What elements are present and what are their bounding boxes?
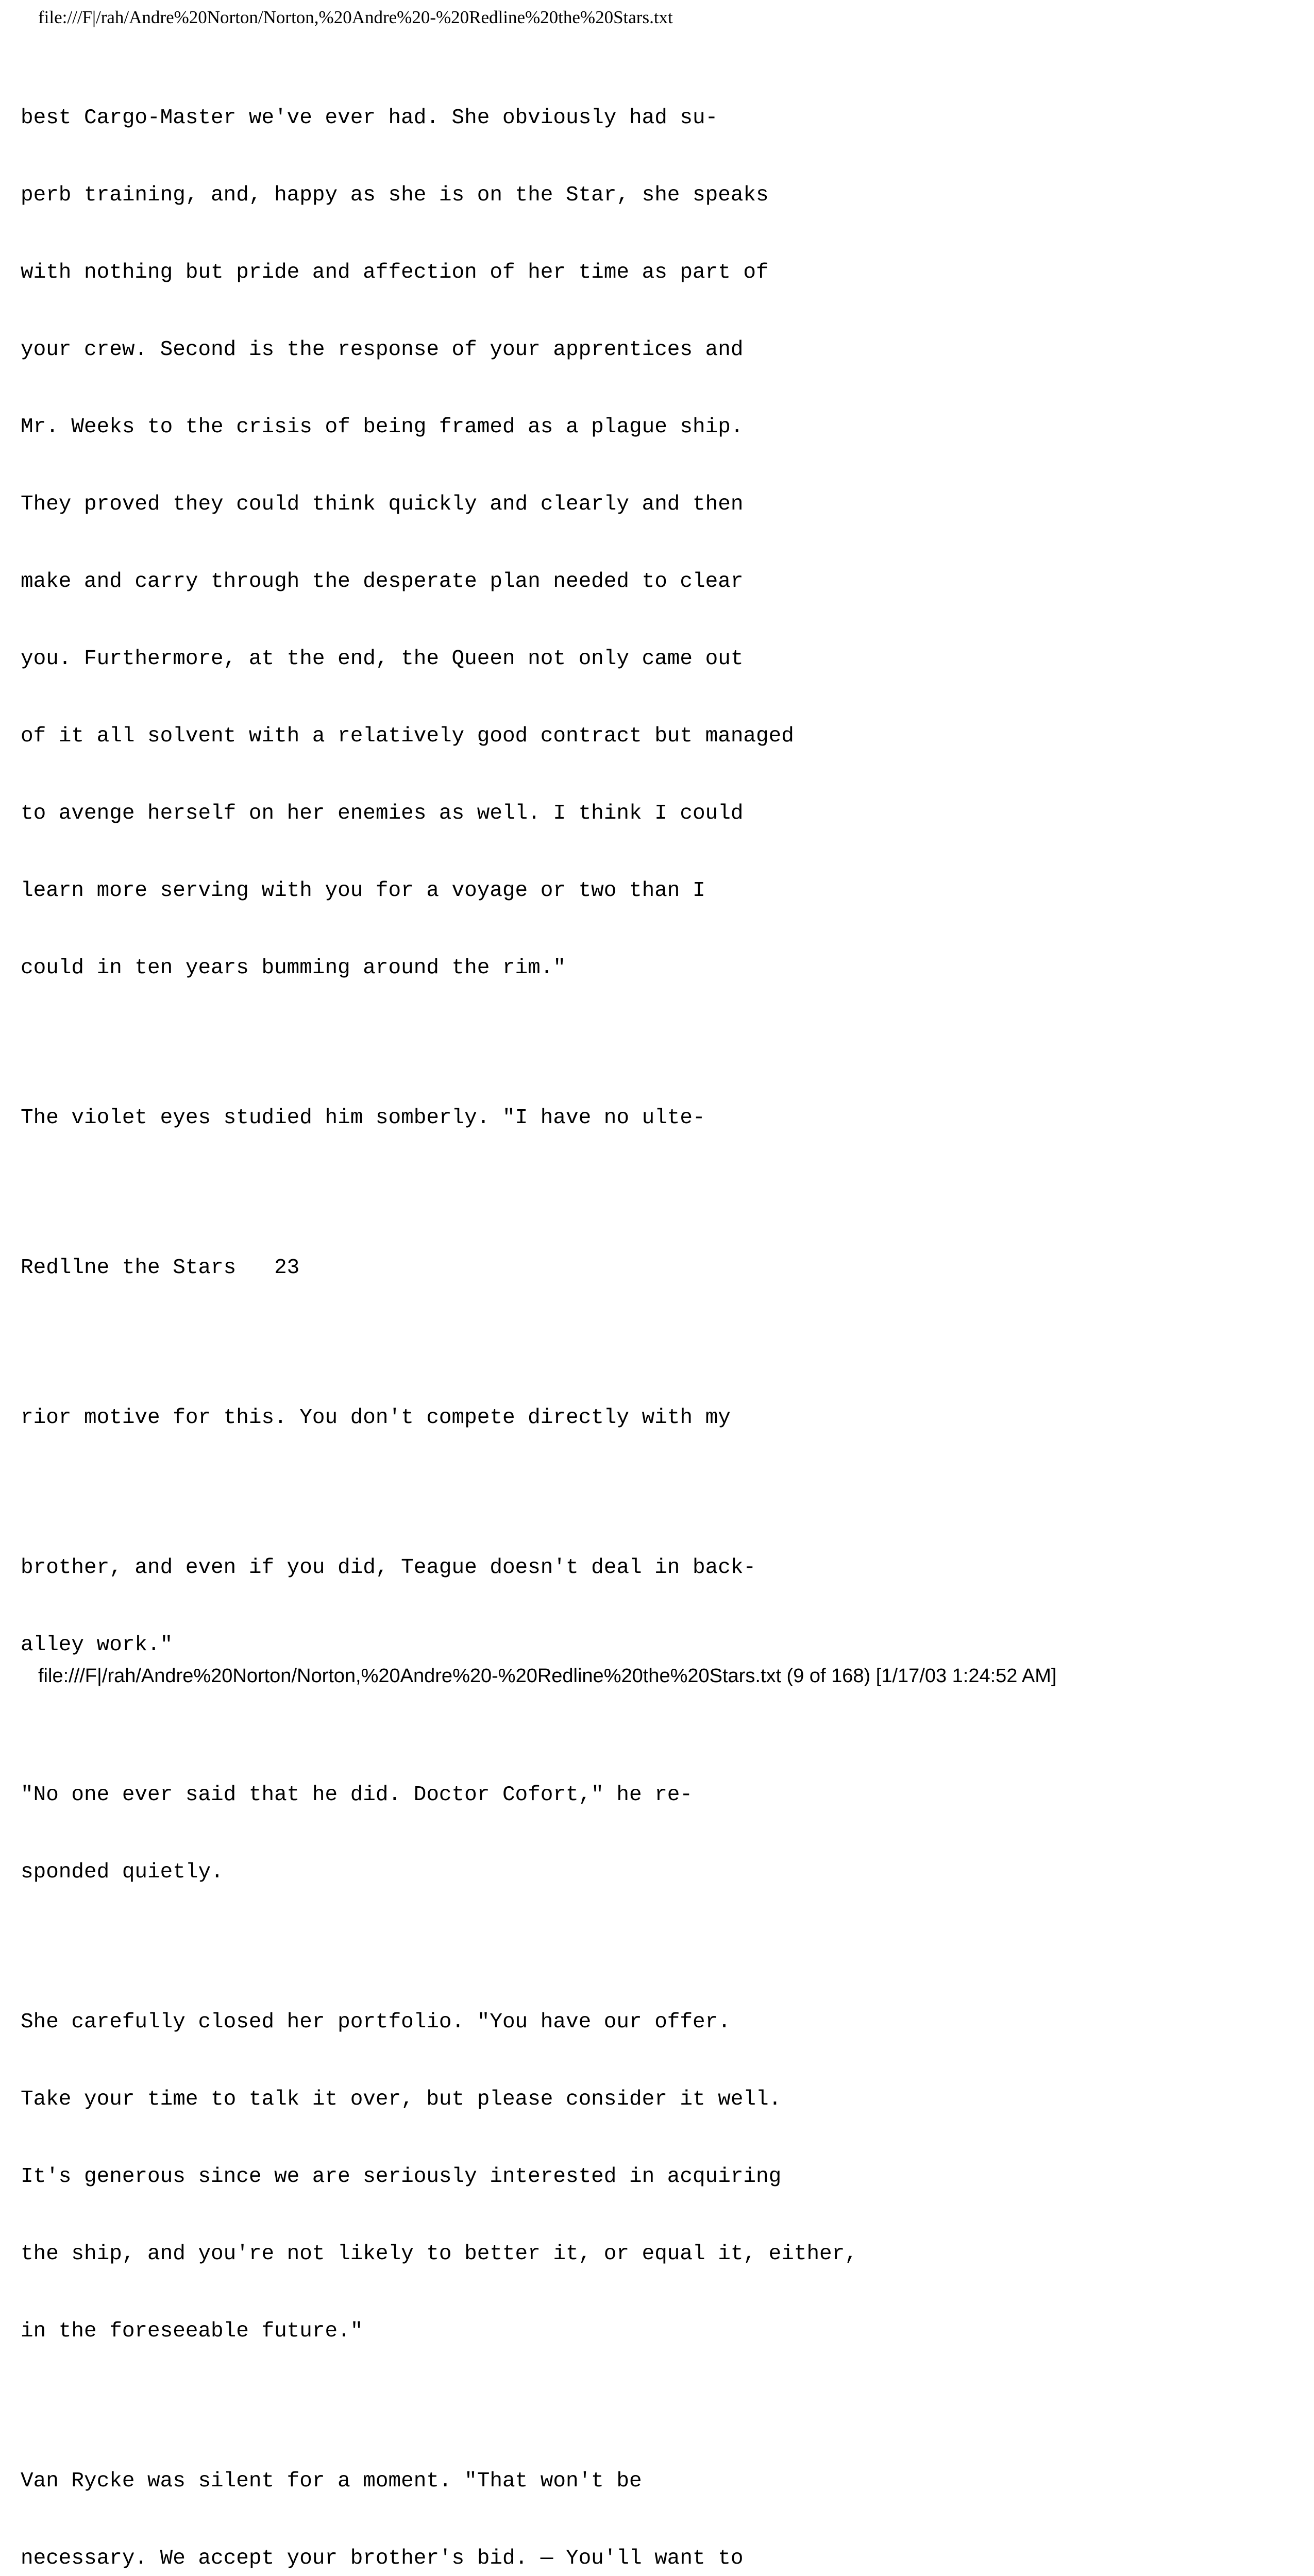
text-line: Take your time to talk it over, but please consider it well. <box>21 2088 782 2111</box>
text-line: you. Furthermore, at the end, the Queen not only came out <box>21 647 744 671</box>
text-line: the ship, and you're not likely to better it, or equal it, either, <box>21 2242 857 2266</box>
text-line: make and carry through the desperate plan needed to clear <box>21 570 744 594</box>
paragraph <box>21 1353 1299 1482</box>
text-line: Mr. Weeks to the crisis of being framed as a plague ship. <box>21 415 744 439</box>
text-line: brother, and even if you did, Teague doesn't deal in back- <box>21 1556 756 1580</box>
text-line: She carefully closed her portfolio. "You have our offer. <box>21 2010 731 2034</box>
text-line: Redllne the Stars 23 <box>21 1256 300 1280</box>
text-line: necessary. We accept your brother's bid. — You'll want to <box>21 2547 744 2570</box>
paragraph <box>21 1958 1299 2396</box>
text-line: The violet eyes studied him somberly. "I have no ulte- <box>21 1106 705 1130</box>
text-line: sponded quietly. <box>21 1860 224 1884</box>
text-line: Van Rycke was silent for a moment. "That won't be <box>21 2469 642 2493</box>
paragraph <box>21 1731 1299 1937</box>
paragraph <box>21 54 1299 1032</box>
text-line: best Cargo-Master we've ever had. She obviously had su- <box>21 106 718 130</box>
text-line: It's generous since we are seriously interested in acquiring <box>21 2165 782 2189</box>
paragraph <box>21 2417 1299 2576</box>
running-header <box>21 1204 1299 1332</box>
text-line: rior motive for this. You don't compete directly with my <box>21 1406 731 1430</box>
footer-file-info: file:///F|/rah/Andre%20Norton/Norton,%20Andre%20-%20Redline%20the%20Stars.txt (9 of 168) [1/17/03 1:24:52 AM] <box>38 1665 1057 1687</box>
text-line: They proved they could think quickly and clearly and then <box>21 493 744 516</box>
paragraph <box>21 1054 1299 1182</box>
text-line: your crew. Second is the response of your apprentices and <box>21 338 744 362</box>
text-line: of it all solvent with a relatively good contract but managed <box>21 724 794 748</box>
text-line: in the foreseeable future." <box>21 2319 363 2343</box>
text-line: to avenge herself on her enemies as well. I think I could <box>21 802 744 825</box>
document-body <box>21 54 1299 2576</box>
header-file-path: file:///F|/rah/Andre%20Norton/Norton,%20Andre%20-%20Redline%20the%20Stars.txt <box>38 7 673 27</box>
text-line: perb training, and, happy as she is on the Star, she speaks <box>21 183 769 207</box>
text-line: alley work." <box>21 1633 173 1657</box>
text-line: "No one ever said that he did. Doctor Cofort," he re- <box>21 1783 693 1807</box>
text-line: with nothing but pride and affection of her time as part of <box>21 261 769 284</box>
text-line: could in ten years bumming around the rim." <box>21 956 566 980</box>
text-line: learn more serving with you for a voyage or two than I <box>21 879 705 903</box>
